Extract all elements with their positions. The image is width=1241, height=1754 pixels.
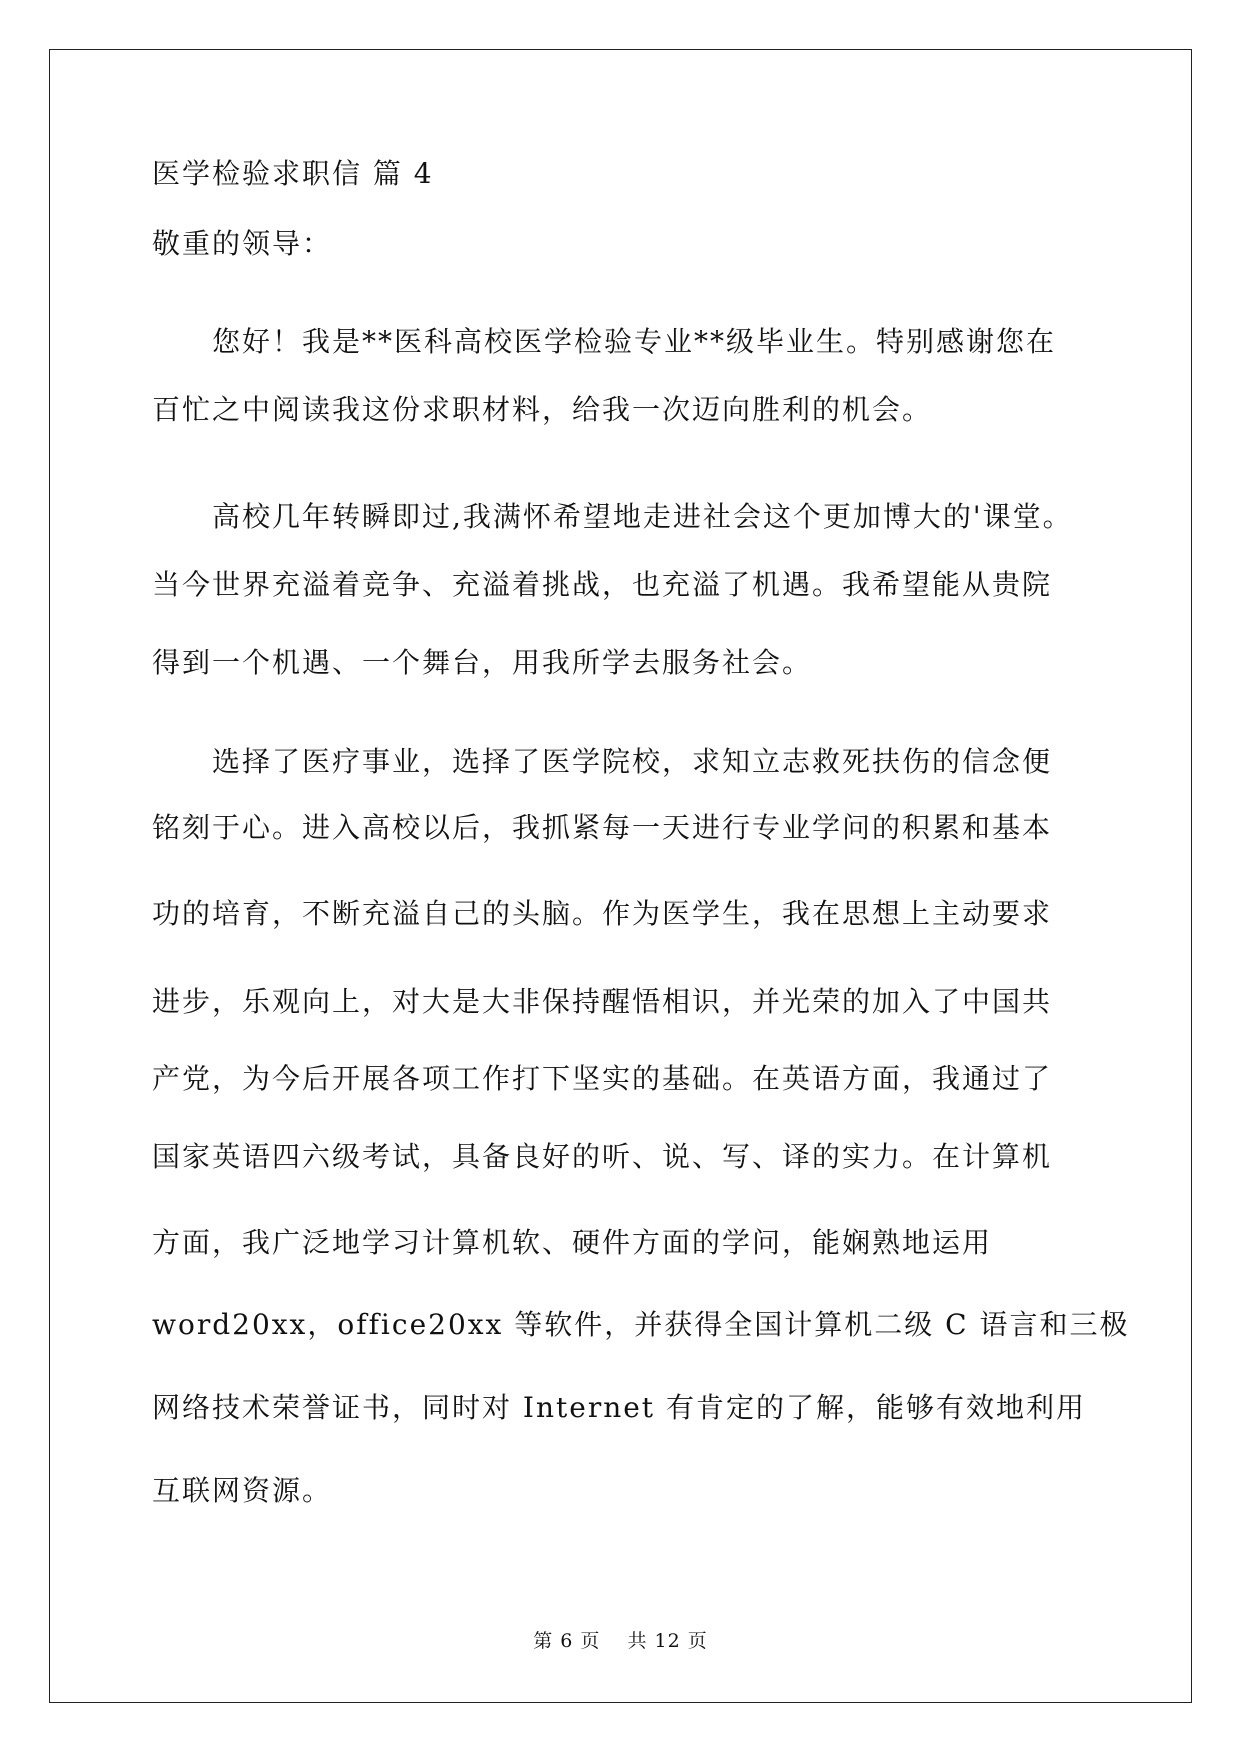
body-line: word20xx，office20xx 等软件，并获得全国计算机二级 C 语言和三极	[152, 1308, 1130, 1341]
body-line: 网络技术荣誉证书，同时对 Internet 有肯定的了解，能够有效地利用	[152, 1391, 1086, 1424]
body-line: 国家英语四六级考试，具备良好的听、说、写、译的实力。在计算机	[152, 1140, 1053, 1173]
document-title: 医学检验求职信 篇 4	[152, 157, 434, 190]
body-line: 得到一个机遇、一个舞台，用我所学去服务社会。	[152, 646, 813, 679]
body-line: 铭刻于心。进入高校以后，我抓紧每一天进行专业学问的积累和基本	[152, 811, 1053, 844]
body-line: 进步，乐观向上，对大是大非保持醒悟相识，并光荣的加入了中国共	[152, 985, 1053, 1018]
body-line: 百忙之中阅读我这份求职材料，给我一次迈向胜利的机会。	[152, 393, 933, 426]
body-line: 选择了医疗事业，选择了医学院校，求知立志救死扶伤的信念便	[152, 745, 1053, 778]
page-total: 共 12 页	[627, 1630, 708, 1652]
body-line: 您好！我是**医科高校医学检验专业**级毕业生。特别感谢您在	[152, 325, 1057, 358]
body-line: 高校几年转瞬即过,我满怀希望地走进社会这个更加博大的'课堂。	[152, 500, 1073, 533]
page-border	[49, 49, 1192, 1703]
body-line: 互联网资源。	[152, 1474, 333, 1507]
body-line: 当今世界充溢着竞争、充溢着挑战，也充溢了机遇。我希望能从贵院	[152, 568, 1053, 601]
page-footer	[0, 1626, 1241, 1653]
page-number: 第 6 页	[533, 1630, 601, 1652]
salutation: 敬重的领导：	[152, 227, 333, 260]
body-line: 产党，为今后开展各项工作打下坚实的基础。在英语方面，我通过了	[152, 1062, 1053, 1095]
body-line: 功的培育，不断充溢自己的头脑。作为医学生，我在思想上主动要求	[152, 897, 1053, 930]
body-line: 方面，我广泛地学习计算机软、硬件方面的学问，能娴熟地运用	[152, 1226, 993, 1259]
